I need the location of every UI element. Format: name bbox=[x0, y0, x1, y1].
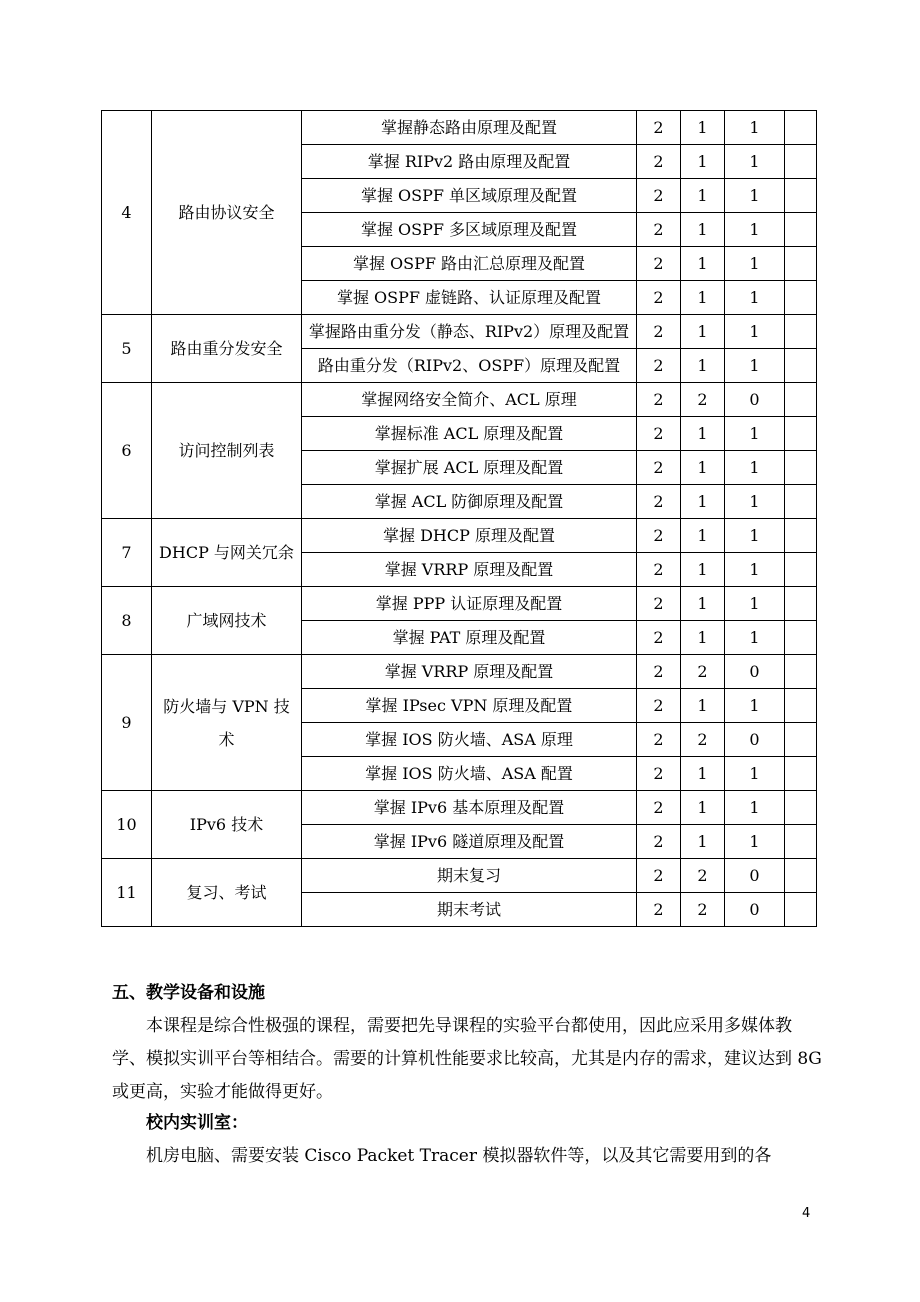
hours-total: 2 bbox=[637, 587, 681, 621]
hours-theory: 1 bbox=[681, 621, 725, 655]
syllabus-table bbox=[101, 110, 817, 927]
hours-theory: 1 bbox=[681, 417, 725, 451]
hours-practice: 1 bbox=[725, 519, 785, 553]
topic-cell: 掌握 IOS 防火墙、ASA 配置 bbox=[302, 757, 637, 791]
unit-number: 7 bbox=[102, 519, 152, 587]
hours-total: 2 bbox=[637, 621, 681, 655]
hours-practice: 1 bbox=[725, 179, 785, 213]
remark-cell bbox=[785, 383, 817, 417]
unit-name: 防火墙与 VPN 技术 bbox=[152, 655, 302, 791]
table-row bbox=[102, 111, 817, 145]
remark-cell bbox=[785, 757, 817, 791]
topic-cell: 掌握 OSPF 多区域原理及配置 bbox=[302, 213, 637, 247]
hours-practice: 1 bbox=[725, 315, 785, 349]
section-paragraph: 本课程是综合性极强的课程，需要把先导课程的实验平台都使用，因此应采用多媒体教学、模拟实训平台等相结合。需要的计算机性能要求比较高，尤其是内存的需求，建议达到 8G 或更高，实验才能做得更好。 bbox=[112, 1016, 822, 1102]
table-row bbox=[102, 791, 817, 825]
hours-practice: 1 bbox=[725, 111, 785, 145]
topic-cell: 掌握 PPP 认证原理及配置 bbox=[302, 587, 637, 621]
hours-practice: 1 bbox=[725, 247, 785, 281]
remark-cell bbox=[785, 723, 817, 757]
hours-total: 2 bbox=[637, 349, 681, 383]
hours-theory: 1 bbox=[681, 825, 725, 859]
topic-cell: 掌握网络安全简介、ACL 原理 bbox=[302, 383, 637, 417]
hours-theory: 1 bbox=[681, 689, 725, 723]
unit-number: 9 bbox=[102, 655, 152, 791]
hours-theory: 1 bbox=[681, 213, 725, 247]
hours-total: 2 bbox=[637, 247, 681, 281]
remark-cell bbox=[785, 621, 817, 655]
topic-cell: 掌握 OSPF 单区域原理及配置 bbox=[302, 179, 637, 213]
hours-theory: 2 bbox=[681, 859, 725, 893]
hours-theory: 1 bbox=[681, 791, 725, 825]
hours-total: 2 bbox=[637, 485, 681, 519]
hours-total: 2 bbox=[637, 723, 681, 757]
remark-cell bbox=[785, 145, 817, 179]
hours-theory: 1 bbox=[681, 587, 725, 621]
hours-theory: 1 bbox=[681, 179, 725, 213]
topic-cell: 掌握 IPv6 基本原理及配置 bbox=[302, 791, 637, 825]
hours-practice: 1 bbox=[725, 145, 785, 179]
hours-theory: 2 bbox=[681, 723, 725, 757]
hours-practice: 1 bbox=[725, 689, 785, 723]
hours-practice: 0 bbox=[725, 859, 785, 893]
hours-total: 2 bbox=[637, 383, 681, 417]
hours-practice: 1 bbox=[725, 349, 785, 383]
topic-cell: 期末考试 bbox=[302, 893, 637, 927]
hours-total: 2 bbox=[637, 791, 681, 825]
unit-number: 10 bbox=[102, 791, 152, 859]
table-row bbox=[102, 587, 817, 621]
remark-cell bbox=[785, 213, 817, 247]
hours-theory: 2 bbox=[681, 655, 725, 689]
hours-practice: 1 bbox=[725, 451, 785, 485]
hours-total: 2 bbox=[637, 417, 681, 451]
hours-practice: 0 bbox=[725, 723, 785, 757]
hours-theory: 2 bbox=[681, 893, 725, 927]
hours-theory: 1 bbox=[681, 315, 725, 349]
remark-cell bbox=[785, 349, 817, 383]
topic-cell: 掌握静态路由原理及配置 bbox=[302, 111, 637, 145]
page-number: 4 bbox=[802, 1206, 811, 1221]
topic-cell: 路由重分发（RIPv2、OSPF）原理及配置 bbox=[302, 349, 637, 383]
hours-theory: 1 bbox=[681, 111, 725, 145]
topic-cell: 掌握 DHCP 原理及配置 bbox=[302, 519, 637, 553]
remark-cell bbox=[785, 417, 817, 451]
section-heading: 五、教学设备和设施 bbox=[112, 983, 265, 1003]
topic-cell: 掌握 OSPF 路由汇总原理及配置 bbox=[302, 247, 637, 281]
hours-total: 2 bbox=[637, 451, 681, 485]
hours-total: 2 bbox=[637, 519, 681, 553]
remark-cell bbox=[785, 791, 817, 825]
remark-cell bbox=[785, 519, 817, 553]
remark-cell bbox=[785, 553, 817, 587]
hours-theory: 2 bbox=[681, 383, 725, 417]
hours-total: 2 bbox=[637, 655, 681, 689]
hours-theory: 1 bbox=[681, 451, 725, 485]
remark-cell bbox=[785, 315, 817, 349]
hours-practice: 0 bbox=[725, 383, 785, 417]
hours-practice: 1 bbox=[725, 485, 785, 519]
topic-cell: 掌握 RIPv2 路由原理及配置 bbox=[302, 145, 637, 179]
topic-cell: 掌握 PAT 原理及配置 bbox=[302, 621, 637, 655]
remark-cell bbox=[785, 179, 817, 213]
hours-total: 2 bbox=[637, 825, 681, 859]
topic-cell: 掌握 VRRP 原理及配置 bbox=[302, 553, 637, 587]
hours-practice: 1 bbox=[725, 553, 785, 587]
table-row bbox=[102, 655, 817, 689]
topic-cell: 掌握 IPsec VPN 原理及配置 bbox=[302, 689, 637, 723]
unit-number: 6 bbox=[102, 383, 152, 519]
hours-practice: 1 bbox=[725, 791, 785, 825]
hours-practice: 1 bbox=[725, 281, 785, 315]
unit-name: 广域网技术 bbox=[152, 587, 302, 655]
unit-name: IPv6 技术 bbox=[152, 791, 302, 859]
table-row bbox=[102, 859, 817, 893]
remark-cell bbox=[785, 247, 817, 281]
hours-total: 2 bbox=[637, 213, 681, 247]
hours-theory: 1 bbox=[681, 349, 725, 383]
hours-theory: 1 bbox=[681, 281, 725, 315]
topic-cell: 掌握 OSPF 虚链路、认证原理及配置 bbox=[302, 281, 637, 315]
topic-cell: 掌握 VRRP 原理及配置 bbox=[302, 655, 637, 689]
hours-theory: 1 bbox=[681, 553, 725, 587]
table-row bbox=[102, 519, 817, 553]
hours-theory: 1 bbox=[681, 247, 725, 281]
unit-name: 路由重分发安全 bbox=[152, 315, 302, 383]
unit-name: 复习、考试 bbox=[152, 859, 302, 927]
table-row bbox=[102, 383, 817, 417]
remark-cell bbox=[785, 655, 817, 689]
section-paragraph-2: 机房电脑、需要安装 Cisco Packet Tracer 模拟器软件等，以及其它需要用到的各 bbox=[146, 1146, 772, 1166]
hours-practice: 1 bbox=[725, 621, 785, 655]
unit-number: 8 bbox=[102, 587, 152, 655]
hours-theory: 1 bbox=[681, 519, 725, 553]
topic-cell: 掌握 IOS 防火墙、ASA 原理 bbox=[302, 723, 637, 757]
remark-cell bbox=[785, 825, 817, 859]
hours-practice: 1 bbox=[725, 825, 785, 859]
unit-number: 11 bbox=[102, 859, 152, 927]
hours-total: 2 bbox=[637, 553, 681, 587]
remark-cell bbox=[785, 485, 817, 519]
table-body bbox=[102, 111, 817, 927]
remark-cell bbox=[785, 281, 817, 315]
unit-name: 访问控制列表 bbox=[152, 383, 302, 519]
topic-cell: 期末复习 bbox=[302, 859, 637, 893]
topic-cell: 掌握 ACL 防御原理及配置 bbox=[302, 485, 637, 519]
hours-theory: 1 bbox=[681, 145, 725, 179]
remark-cell bbox=[785, 111, 817, 145]
remark-cell bbox=[785, 859, 817, 893]
hours-total: 2 bbox=[637, 145, 681, 179]
topic-cell: 掌握 IPv6 隧道原理及配置 bbox=[302, 825, 637, 859]
table-row bbox=[102, 315, 817, 349]
hours-practice: 1 bbox=[725, 417, 785, 451]
remark-cell bbox=[785, 893, 817, 927]
hours-practice: 1 bbox=[725, 587, 785, 621]
hours-total: 2 bbox=[637, 315, 681, 349]
hours-total: 2 bbox=[637, 689, 681, 723]
section-subheading: 校内实训室： bbox=[146, 1113, 248, 1133]
hours-theory: 1 bbox=[681, 757, 725, 791]
topic-cell: 掌握扩展 ACL 原理及配置 bbox=[302, 451, 637, 485]
unit-name: DHCP 与网关冗余 bbox=[152, 519, 302, 587]
topic-cell: 掌握标准 ACL 原理及配置 bbox=[302, 417, 637, 451]
hours-practice: 0 bbox=[725, 893, 785, 927]
hours-practice: 1 bbox=[725, 757, 785, 791]
hours-total: 2 bbox=[637, 111, 681, 145]
topic-cell: 掌握路由重分发（静态、RIPv2）原理及配置 bbox=[302, 315, 637, 349]
unit-number: 4 bbox=[102, 111, 152, 315]
hours-total: 2 bbox=[637, 757, 681, 791]
hours-total: 2 bbox=[637, 281, 681, 315]
unit-name: 路由协议安全 bbox=[152, 111, 302, 315]
hours-practice: 0 bbox=[725, 655, 785, 689]
hours-theory: 1 bbox=[681, 485, 725, 519]
hours-total: 2 bbox=[637, 893, 681, 927]
remark-cell bbox=[785, 451, 817, 485]
unit-number: 5 bbox=[102, 315, 152, 383]
remark-cell bbox=[785, 587, 817, 621]
hours-total: 2 bbox=[637, 179, 681, 213]
hours-practice: 1 bbox=[725, 213, 785, 247]
remark-cell bbox=[785, 689, 817, 723]
hours-total: 2 bbox=[637, 859, 681, 893]
